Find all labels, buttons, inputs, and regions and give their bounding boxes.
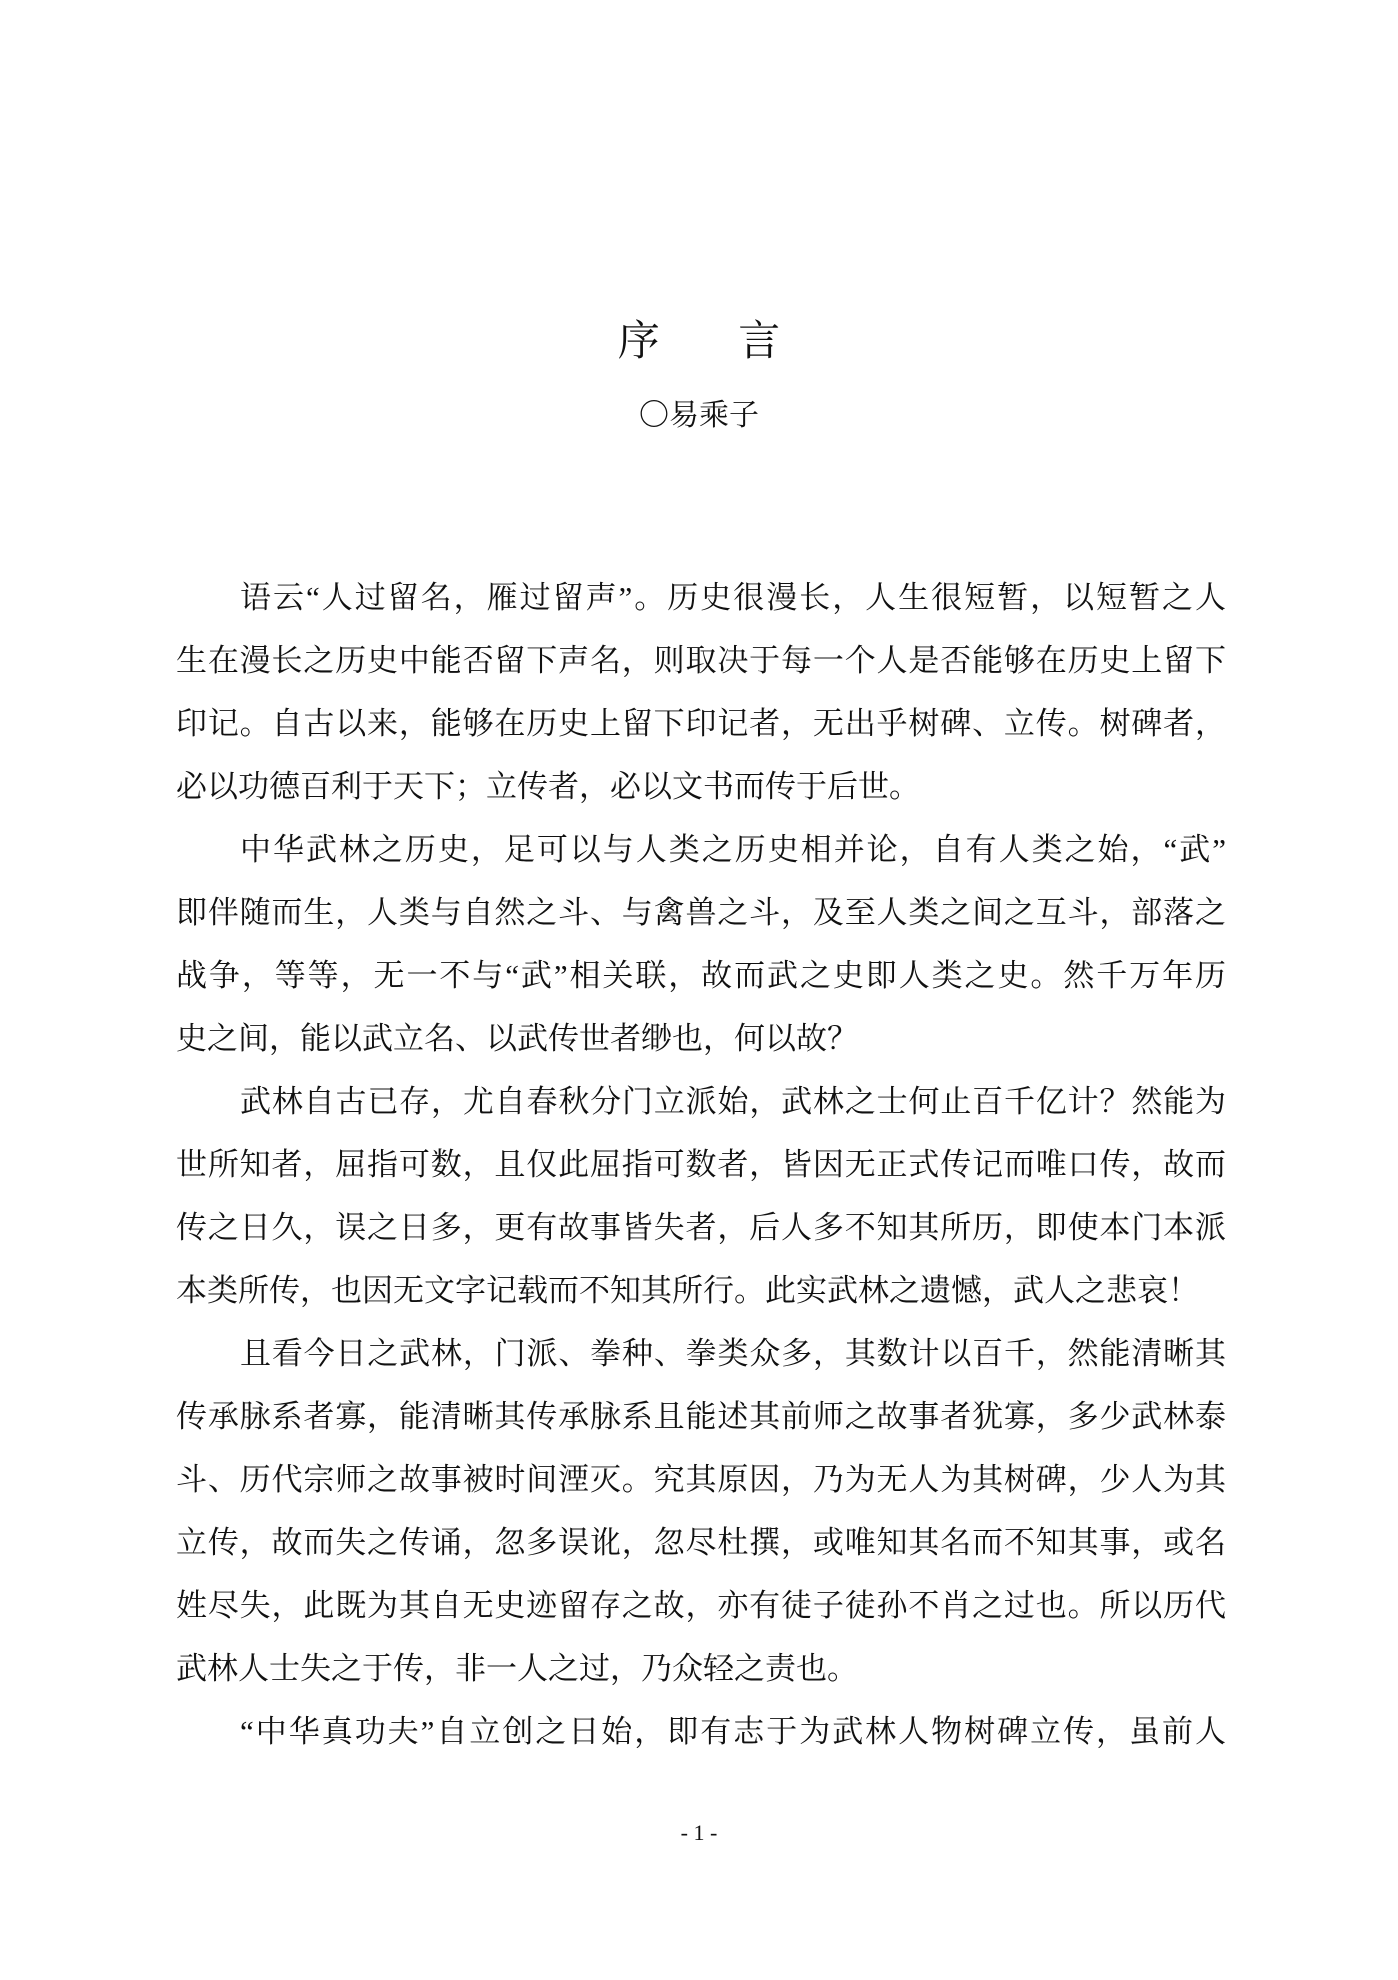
text-line: 姓尽失，此既为其自无史迹留存之故，亦有徒子徒孙不肖之过也。所以历代 bbox=[176, 1588, 1226, 1623]
paragraph bbox=[176, 1322, 1226, 1700]
text-line: 中华武林之历史，足可以与人类之历史相并论，自有人类之始，“武” bbox=[240, 832, 1226, 867]
document-body bbox=[176, 566, 1226, 1763]
text-line: 战争，等等，无一不与“武”相关联，故而武之史即人类之史。然千万年历 bbox=[176, 958, 1226, 993]
text-line: 立传，故而失之传诵，忽多误讹，忽尽杜撰，或唯知其名而不知其事，或名 bbox=[176, 1525, 1226, 1560]
text-line: 世所知者，屈指可数，且仅此屈指可数者，皆因无正式传记而唯口传，故而 bbox=[176, 1147, 1226, 1182]
paragraph bbox=[176, 566, 1226, 818]
text-line: 史之间，能以武立名、以武传世者缈也，何以故？ bbox=[176, 1021, 858, 1056]
page-number: - 1 - bbox=[680, 1820, 718, 1845]
paragraph bbox=[176, 1700, 1226, 1763]
page-title: 序 言 bbox=[617, 319, 815, 365]
text-line: 本类所传，也因无文字记载而不知其所行。此实武林之遗憾，武人之悲哀！ bbox=[176, 1273, 1199, 1308]
text-line: 印记。自古以来，能够在历史上留下印记者，无出乎树碑、立传。树碑者， bbox=[176, 706, 1226, 741]
text-line: 武林人士失之于传，非一人之过，乃众轻之责也。 bbox=[176, 1651, 858, 1686]
text-line: 传之日久，误之日多，更有故事皆失者，后人多不知其所历，即使本门本派 bbox=[176, 1210, 1226, 1245]
text-line: “中华真功夫”自立创之日始，即有志于为武林人物树碑立传，虽前人 bbox=[240, 1714, 1226, 1749]
paragraph bbox=[176, 818, 1226, 1070]
text-line: 斗、历代宗师之故事被时间湮灭。究其原因，乃为无人为其树碑，少人为其 bbox=[176, 1462, 1226, 1497]
text-line: 且看今日之武林，门派、拳种、拳类众多，其数计以百千，然能清晰其 bbox=[240, 1336, 1226, 1371]
text-line: 语云“人过留名，雁过留声”。历史很漫长，人生很短暂，以短暂之人 bbox=[240, 580, 1226, 615]
text-line: 传承脉系者寡，能清晰其传承脉系且能述其前师之故事者犹寡，多少武林泰 bbox=[176, 1399, 1226, 1434]
text-line: 生在漫长之历史中能否留下声名，则取决于每一个人是否能够在历史上留下 bbox=[176, 643, 1226, 678]
text-line: 必以功德百利于天下；立传者，必以文书而传于后世。 bbox=[176, 769, 920, 804]
author-byline: 〇易乘子 bbox=[639, 399, 759, 432]
paragraph bbox=[176, 1070, 1226, 1322]
text-line: 即伴随而生，人类与自然之斗、与禽兽之斗，及至人类之间之互斗，部落之 bbox=[176, 895, 1226, 930]
text-line: 武林自古已存，尤自春秋分门立派始，武林之士何止百千亿计？然能为 bbox=[240, 1084, 1226, 1119]
